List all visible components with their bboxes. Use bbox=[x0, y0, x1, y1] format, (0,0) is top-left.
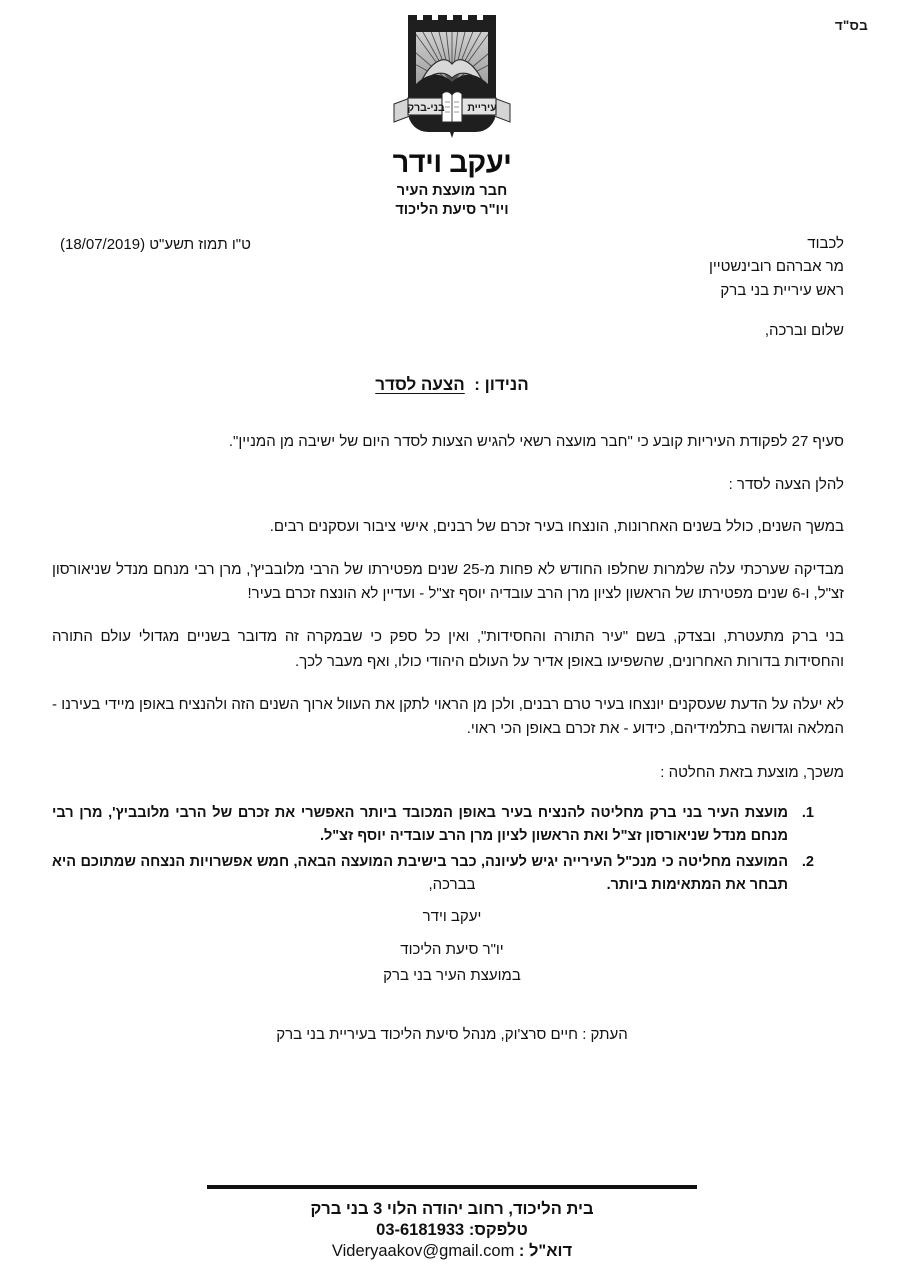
letterhead-role-line1: חבר מועצת העיר bbox=[396, 183, 508, 200]
body-paragraph: להלן הצעה לסדר : bbox=[728, 476, 844, 494]
letterhead-role-line2: ויו"ר סיעת הליכוד bbox=[395, 202, 509, 219]
addressee-name: מר אברהם רובינשטיין bbox=[708, 258, 844, 276]
signature-block bbox=[0, 872, 904, 989]
letter-body bbox=[52, 430, 844, 900]
emblem-banner-left: בני-ברק bbox=[407, 102, 445, 114]
resolution-item: המועצה מחליטה כי מנכ"ל העירייה יגיש לעיונה, כבר בישיבת המועצה הבאה, חמש אפשרויות הנצחה שמתוכם היא תבחר את המתאימות ביותר. bbox=[52, 853, 788, 893]
signature-name: יעקב וידר bbox=[422, 908, 482, 926]
letter-date: ט"ו תמוז תשע"ט (18/07/2019) bbox=[60, 236, 251, 253]
emblem-banner-right: עיריית bbox=[467, 102, 497, 114]
body-paragraph: לא יעלה על הדעת שעסקנים יונצחו בעיר טרם רבנים, ולכן מן הראוי לתקן את העוול ארוך השנים הזה ולהנציח באופן מיידי בעירנו - המלאה וגדושה בתלמידיהם, כידוע - את זכרם באופן הכי ראוי. bbox=[52, 696, 844, 738]
bnei-brak-municipality-emblem bbox=[386, 12, 518, 140]
addressee-salutation: לכבוד bbox=[807, 235, 844, 252]
body-paragraph: משכך, מוצעת בזאת החלטה : bbox=[660, 763, 844, 781]
footer-email-address[interactable]: Videryaakov@gmail.com bbox=[331, 1241, 515, 1260]
footer-fax bbox=[0, 1220, 904, 1241]
footer-email-label: דוא"ל : bbox=[518, 1241, 573, 1260]
addressee-block bbox=[709, 232, 844, 302]
letterhead bbox=[0, 12, 904, 220]
bsd-heading: בס"ד bbox=[834, 18, 868, 33]
greeting: שלום וברכה, bbox=[764, 322, 844, 339]
footer-address: בית הליכוד, רחוב יהודה הלוי 3 בני ברק bbox=[310, 1199, 594, 1218]
signature-title-line1: יו"ר סיעת הליכוד bbox=[400, 940, 504, 958]
subject-label: הנידון : bbox=[474, 375, 529, 394]
cc-line: העתק : חיים סרצ'וק, מנהל סיעת הליכוד בעיריית בני ברק bbox=[276, 1026, 628, 1043]
subject-line bbox=[0, 375, 904, 395]
letterhead-name: יעקב וידר bbox=[392, 147, 512, 179]
footer-email bbox=[0, 1241, 904, 1262]
letter-meta bbox=[60, 232, 844, 302]
footer-fax-number: 03-6181933 bbox=[376, 1220, 465, 1239]
footer-fax-label: טלפקס: bbox=[468, 1220, 528, 1239]
body-paragraph: במשך השנים, כולל בשנים האחרונות, הונצחו בעיר זכרם של רבנים, אישי ציבור ועסקנים רבים. bbox=[269, 517, 844, 535]
body-paragraph: מבדיקה שערכתי עלה שלמרות שחלפו החודש לא פחות מ-25 שנים מפטירתו של הרבי מלובביץ', מרן רבי מנחם מנדל שניאורסון זצ"ל, ו-6 שנים מפטירתו של הראשון לציון מרן הרב עובדיה יוסף זצ"ל - ועדיין לא הונצח זכרם בעיר! bbox=[52, 560, 845, 603]
signature-title-line2: במועצת העיר בני ברק bbox=[383, 966, 521, 984]
subject-value: הצעה לסדר bbox=[375, 375, 465, 394]
letterhead-role bbox=[395, 182, 508, 220]
resolution-item: מועצת העיר בני ברק מחליטה להנציח בעיר באופן המכובד ביותר האפשרי את זכרם של הרבי מלובביץ', מרן רבי מנחם מנדל שניאורסון זצ"ל ואת הראשון לציון מרן הרב עובדיה יוסף זצ"ל. bbox=[52, 804, 788, 844]
page-footer bbox=[0, 1185, 904, 1262]
footer-divider bbox=[207, 1185, 697, 1189]
body-paragraph: סעיף 27 לפקודת העיריות קובע כי "חבר מועצה רשאי להגיש הצעות לסדר היום של ישיבה מן המניין". bbox=[228, 433, 844, 450]
body-paragraph: בני ברק מתעטרת, ובצדק, בשם "עיר התורה והחסידות", ואין כל ספק כי שבמקרה זה מדובר בשניים מגדולי עולם התורה והחסידות בדורות האחרונים, שהשפיעו באופן אדיר על העולם היהודי כולו, ואף מעבר לכך. bbox=[52, 628, 844, 670]
signature-closing: בברכה, bbox=[428, 876, 476, 893]
addressee-title: ראש עיריית בני ברק bbox=[720, 281, 844, 299]
